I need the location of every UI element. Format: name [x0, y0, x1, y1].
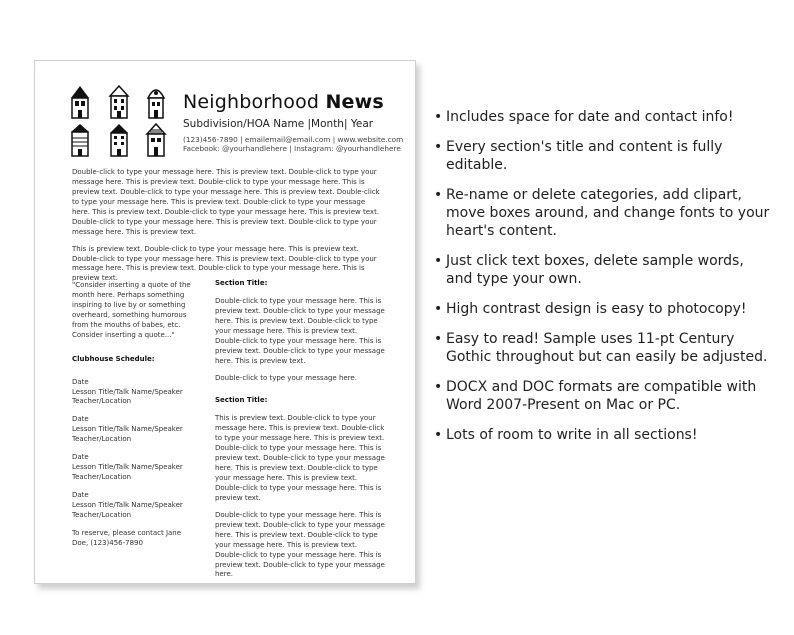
reserve-contact: To reserve, please contact Jane Doe, (123)456-7890 [72, 528, 182, 547]
schedule-lesson: Lesson Title/Talk Name/Speaker [72, 425, 183, 434]
feature-item: • Easy to read! Sample uses 11-pt Century Gothic throughout but can easily be adjusted. [434, 330, 774, 366]
feature-item: • Re-name or delete categories, add clipart, move boxes around, and change fonts to your heart's content. [434, 186, 774, 240]
quote-of-month: "Consider inserting a quote of the month here. Perhaps something inspiring to live by or something overheard, something humorous from the mouths of babes, etc. Consider inserting a quote..." [72, 281, 191, 339]
schedule-item [72, 378, 197, 408]
feature-item: • Just click text boxes, delete sample words, and type your own. [434, 252, 774, 288]
schedule-lesson: Lesson Title/Talk Name/Speaker [72, 387, 183, 396]
contact-info: (123)456-7890 | emailemail@email.com | www.website.com Facebook: @yourhandlehere | Instagram: @yourhandlehere [183, 135, 404, 154]
feature-list [434, 108, 774, 456]
schedule-date: Date [72, 415, 89, 424]
house-icon [108, 122, 130, 158]
right-column [215, 279, 385, 584]
newsletter-title: Neighborhood News [183, 91, 384, 113]
newsletter-subtitle: Subdivision/HOA Name |Month| Year [183, 118, 374, 130]
section-body [215, 297, 385, 384]
intro-text [72, 168, 384, 291]
section-title: Section Title: [215, 396, 268, 405]
section-paragraph: Double-click to type your message here. This is preview text. Double-click to type your message here. This is preview text. Double-click to type your message here. This is preview text. Double-click to type your message here. This is preview text. Double-click to type your message here. This is preview text. [215, 296, 385, 365]
schedule-date: Date [72, 453, 89, 462]
section-paragraph: This is preview text. Double-click to type your message here. This is preview text. Double-click to type your message here. This is preview text. Double-click to type your message here. This is preview text. Double-click to type your message here. This is preview text. Double-click to type your message here. This is preview text. Double-click to type your message here. This is preview text. [215, 414, 385, 502]
schedule-lesson: Lesson Title/Talk Name/Speaker [72, 463, 183, 472]
schedule-date: Date [72, 377, 89, 386]
feature-item: • Every section's title and content is fully editable. [434, 138, 774, 174]
feature-item: • DOCX and DOC formats are compatible with Word 2007-Present on Mac or PC. [434, 378, 774, 414]
intro-paragraph: This is preview text. Double-click to type your message here. This is preview text. Double-click to type your message here. This is preview text. Double-click to type your message here. This is preview text. Double-click to type your message here. This is preview text. [72, 244, 377, 283]
house-icon [108, 84, 130, 120]
section-paragraph: Double-click to type your message here. This is preview text. Double-click to type your message here. This is preview text. Double-click to type your message here. This is preview text. Double-click to type your message here. This is preview text. Double-click to type your message here. [215, 510, 385, 579]
schedule-lesson: Lesson Title/Talk Name/Speaker [72, 500, 183, 509]
feature-item: • High contrast design is easy to photocopy! [434, 300, 774, 318]
house-icon [145, 122, 167, 158]
schedule-item [72, 453, 197, 483]
schedule-location: Teacher/Location [72, 510, 132, 519]
schedule-item [72, 415, 197, 445]
section-body [215, 414, 385, 580]
intro-paragraph: Double-click to type your message here. This is preview text. Double-click to type your message here. This is preview text. Double-click to type your message here. This is preview text. Double-click to type your message here. This is preview text. Double-click to type your message here. This is preview text. Double-click to type your message here. This is preview text. Double-click to type your message here. This is preview text. Double-click to type your message here. This is preview text. Double-click to type your message here. This is preview text. [72, 168, 380, 236]
feature-item: • Lots of room to write in all sections! [434, 426, 774, 444]
schedule-location: Teacher/Location [72, 397, 132, 406]
section-title: Section Title: [215, 279, 268, 287]
left-column [72, 281, 197, 549]
schedule-date: Date [72, 491, 89, 499]
schedule-list [72, 378, 197, 521]
section-paragraph: Double-click to type your message here. [215, 373, 357, 382]
schedule-location: Teacher/Location [72, 473, 132, 482]
house-icon [69, 122, 91, 158]
clubhouse-schedule-heading: Clubhouse Schedule: [72, 354, 155, 363]
house-icon [145, 84, 167, 120]
house-clipart [69, 84, 169, 159]
house-icon [69, 84, 91, 120]
schedule-item [72, 491, 197, 521]
newsletter-page [34, 60, 416, 584]
feature-item: • Includes space for date and contact info! [434, 108, 774, 126]
masthead [183, 91, 408, 154]
schedule-location: Teacher/Location [72, 435, 132, 444]
